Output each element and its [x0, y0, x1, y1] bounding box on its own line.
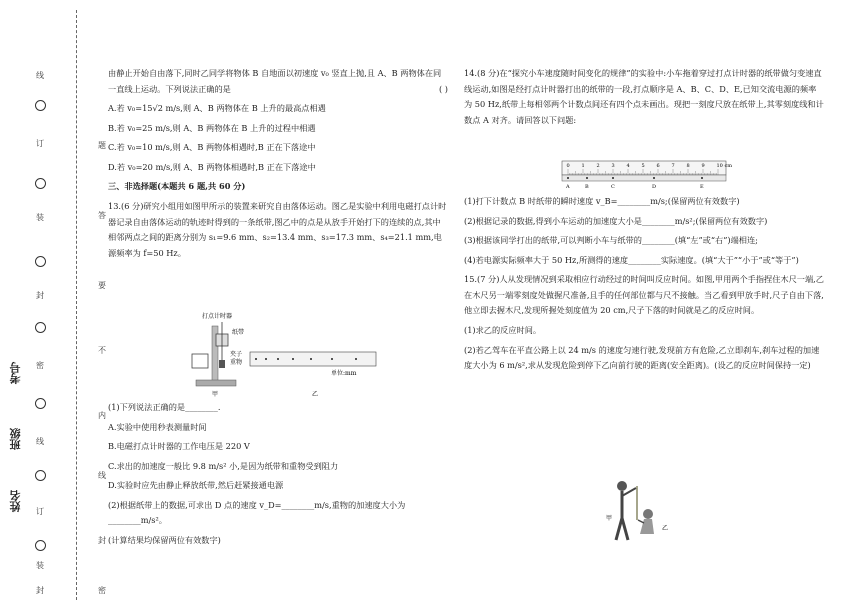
question-14-part-1: (1)打下计数点 B 时纸带的瞬时速度 v_B=________m/s;(保留两位有效数字) [464, 196, 740, 206]
name-label: 姓名 [9, 490, 22, 512]
question-15-stem: 15.(7 分)人从发现情况到采取相应行动经过的时间叫反应时间。如图,甲用两个手指捏住木尺一端,乙在木尺另一端零刻度处做握尺准备,且手的任何部位都与尺不接触。当乙看到甲放手时,尺子自由下落,他立即去握木尺,发现所握处刻度值为 20 cm,尺子下落的时间就是乙的反应时间。 [464, 274, 824, 316]
weight-block [219, 360, 225, 368]
option-b: B.若 v₀=25 m/s,则 A、B 两物体在 B 上升的过程中相遇 [108, 122, 316, 133]
option-a: A.若 v₀=15√2 m/s,则 A、B 两物体在 B 上升的最高点相遇 [108, 103, 326, 114]
q13-option-b: B.电磁打点计时器的工作电压是 220 V [108, 441, 250, 452]
option-d: D.若 v₀=20 m/s,则 A、B 两物体相遇时,B 正在下落途中 [108, 161, 316, 172]
left-column [108, 66, 448, 265]
binding-inner-char: 密 [98, 586, 106, 595]
clip-label: 夹子 [230, 351, 243, 358]
binding-circle [35, 178, 46, 189]
weight-label: 重物 [230, 359, 243, 366]
question-14-stem: 14.(8 分)在“探究小车速度随时间变化的规律”的实验中:小车拖着穿过打点计时器的纸带做匀变速直线运动,如图是经打点计时器打出的纸带的一段,打点顺序是 A、B、C、D、E,已知交流电源的频率为 50 Hz,纸带上每相邻两个计数点间还有四个点未画出。现把一刻度尺放在纸带上,其零刻度线和计数点 A 对齐。请回答以下问题: [464, 68, 824, 125]
point-a-label: A [566, 184, 570, 190]
binding-char: 密 [36, 361, 44, 370]
question-12-stem: 由静止开始自由落下,同时乙同学将物体 B 自地面以初速度 v₀ 竖直上抛,且 A、B 两物体在同一直线上运动。下列说法正确的是 ( ) [108, 68, 448, 94]
binding-char: 封 [36, 291, 44, 300]
point-e-label: E [700, 184, 704, 190]
binding-circle [35, 470, 46, 481]
question-15-part-1: (1)求乙的反应时间。 [464, 325, 542, 336]
question-15-part-2: (2)若乙驾车在平直公路上以 24 m/s 的速度匀速行驶,发现前方有危险,乙立即刹车,刹车过程的加速度大小为 6 m/s²,求从发现危险到停下乙向前行驶的距离(安全距离)。(设乙的反应时间保持一定) [464, 344, 820, 371]
binding-inner-char: 不 [98, 346, 106, 355]
question-13-note: (计算结果均保留两位有效数字) [108, 535, 221, 546]
person-yi-head [643, 509, 653, 519]
binding-inner-char: 内 [98, 411, 106, 420]
stand-base [196, 380, 236, 386]
q13-option-d: D.实验时应先由静止释放纸带,然后赶紧接通电源 [108, 480, 284, 491]
ruler-tick-label: 1 [581, 163, 585, 169]
right-column [464, 66, 824, 132]
binding-circle [35, 100, 46, 111]
binding-char: 装 [36, 213, 44, 222]
ruler-tick-label: 5 [641, 163, 645, 169]
right-column-lower [464, 194, 824, 378]
binding-margin [0, 0, 62, 608]
ruler-tick-label: 6 [656, 163, 660, 169]
person-jia-leg [616, 518, 622, 540]
class-label: 班级 [9, 428, 22, 450]
binding-char: 订 [36, 507, 44, 516]
binding-char: 线 [36, 71, 44, 80]
left-column-lower [108, 400, 448, 553]
binding-circle [35, 322, 46, 333]
exam-number-label: 考号 [9, 362, 22, 384]
q13-option-c: C.求出的加速度一般比 9.8 m/s² 小,是因为纸带和重物受到阻力 [108, 460, 339, 471]
reaction-time-figure [600, 478, 680, 548]
binding-inner-char: 线 [98, 471, 106, 480]
ruler-tick-label: 9 [701, 163, 705, 169]
binding-inner-char: 要 [98, 281, 106, 290]
ruler-tick-label: 2 [596, 163, 600, 169]
question-14-part-2: (2)根据记录的数据,得到小车运动的加速度大小是________m/s²;(保留两位有效数字) [464, 215, 768, 226]
ruler-tick-label: 7 [671, 163, 675, 169]
question-14-part-3: (3)根据该同学打出的纸带,可以判断小车与纸带的________(填“左”或“右”)端相连; [464, 235, 758, 246]
ruler-tick-label: 3 [611, 163, 615, 169]
binding-char: 封 [36, 586, 44, 595]
binding-circle [35, 256, 46, 267]
free-fall-apparatus-figure [176, 312, 386, 398]
binding-char: 线 [36, 437, 44, 446]
figure-yi-label: 乙 [312, 391, 319, 398]
point-b-label: B [585, 184, 589, 190]
timer-label: 打点计时器 [202, 313, 233, 320]
binding-inner-char: 题 [98, 141, 106, 150]
binding-char: 装 [36, 561, 44, 570]
power-box [192, 354, 208, 368]
option-c: C.若 v₀=10 m/s,则 A、B 两物体相遇时,B 正在下落途中 [108, 142, 316, 153]
question-13-stem: 13.(6 分)研究小组用如图甲所示的装置来研究自由落体运动。图乙是实验中利用电磁打点计时器记录自由落体运动的轨迹时得到的一条纸带,图乙中的点是从放手开始打下的连续的点,其中相邻两点之间的距离分别为 s₁=9.6 mm、s₂=13.4 mm、s₃=17.3 mm、s₄=21.1 mm,电源频率为 f=50 Hz。 [108, 201, 447, 258]
figure-yi-label: 乙 [662, 525, 669, 532]
unit-label: 单位:mm [331, 370, 357, 377]
ruler-tape-figure [560, 160, 730, 190]
ruler-tick-label: 8 [686, 163, 690, 169]
person-jia-head [617, 481, 627, 491]
question-13-part-2: (2)根据纸带上的数据,可求出 D 点的速度 v_D=________m/s,重物的加速度大小为________m/s²。 [108, 499, 406, 526]
section-3-heading: 三、非选择题(本题共 6 题,共 60 分) [108, 181, 246, 192]
binding-circle [35, 540, 46, 551]
ruler-tick-label: 0 [566, 163, 570, 169]
q13-option-a: A.实验中使用秒表测量时间 [108, 421, 207, 432]
figure-jia-label: 甲 [212, 391, 219, 398]
binding-inner-char: 封 [98, 536, 106, 545]
figure-jia-label: 甲 [606, 515, 613, 522]
question-13-part-1: (1)下列说法正确的是________. [108, 402, 221, 412]
point-c-label: C [611, 184, 615, 190]
binding-dashed-line [76, 10, 77, 600]
point-d-label: D [652, 184, 657, 190]
binding-circle [35, 398, 46, 409]
person-yi-arm [638, 520, 644, 523]
ruler-tick-label: 10 cm [716, 163, 732, 169]
binding-inner-char: 答 [98, 211, 106, 220]
binding-char: 订 [36, 139, 44, 148]
person-jia-leg [622, 518, 628, 540]
ruler-tick-label: 4 [626, 163, 630, 169]
question-14-part-4: (4)若电源实际频率大于 50 Hz,所测得的速度________实际速度。(填“大于”“小于”或“等于”) [464, 254, 799, 265]
paper-tape-strip [250, 352, 376, 366]
tape-label: 纸带 [232, 329, 245, 336]
